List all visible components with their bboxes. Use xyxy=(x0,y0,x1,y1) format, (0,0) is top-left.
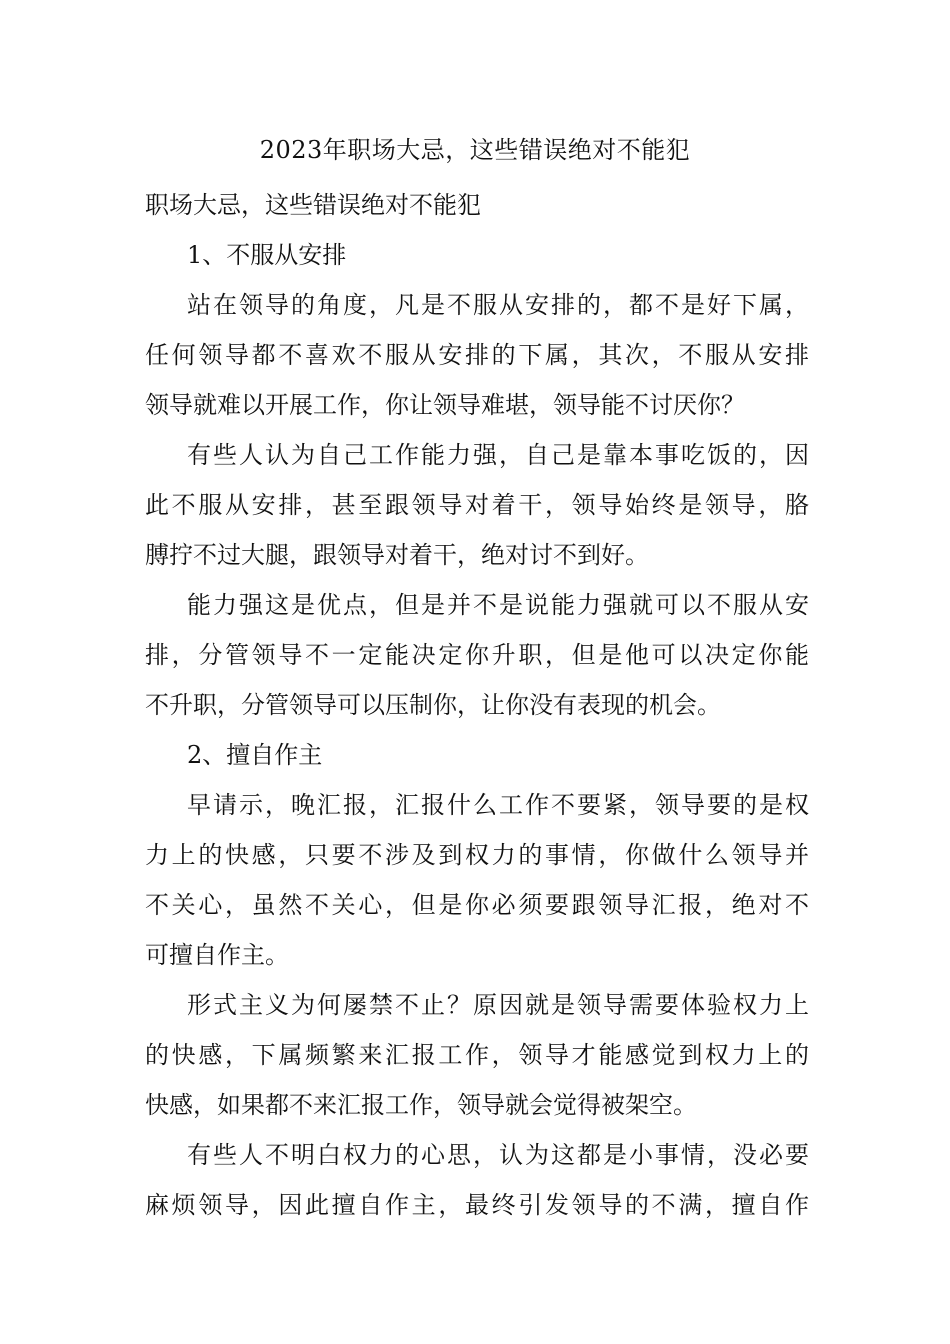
text-line: 快感，如果都不来汇报工作，领导就会觉得被架空。 xyxy=(145,1091,697,1119)
text-line: 不升职，分管领导可以压制你，让你没有表现的机会。 xyxy=(145,691,721,719)
text-line: 有些人认为自己工作能力强，自己是靠本事吃饭的，因 xyxy=(187,441,809,469)
section-heading-1: 1、不服从安排 xyxy=(187,241,347,269)
text-line: 不关心，虽然不关心，但是你必须要跟领导汇报，绝对不 xyxy=(145,891,809,919)
paragraph xyxy=(145,280,809,430)
document-title: 2023年职场大忌，这些错误绝对不能犯 xyxy=(259,136,691,164)
paragraph xyxy=(145,430,809,580)
paragraph xyxy=(145,580,809,730)
text-line: 站在领导的角度，凡是不服从安排的，都不是好下属， xyxy=(187,291,809,319)
text-line: 能力强这是优点，但是并不是说能力强就可以不服从安 xyxy=(187,591,809,619)
text-line: 任何领导都不喜欢不服从安排的下属，其次，不服从安排 xyxy=(145,341,809,369)
document-subtitle: 职场大忌，这些错误绝对不能犯 xyxy=(145,191,481,219)
text-line: 领导就难以开展工作，你让领导难堪，领导能不讨厌你？ xyxy=(145,391,745,419)
text-line: 此不服从安排，甚至跟领导对着干，领导始终是领导，胳 xyxy=(145,491,809,519)
text-line: 的快感，下属频繁来汇报工作，领导才能感觉到权力上的 xyxy=(145,1041,809,1069)
paragraph xyxy=(145,780,809,980)
text-line: 麻烦领导，因此擅自作主，最终引发领导的不满，擅自作 xyxy=(145,1191,809,1219)
text-line: 有些人不明白权力的心思，认为这都是小事情，没必要 xyxy=(187,1141,809,1169)
text-line: 可擅自作主。 xyxy=(145,941,289,969)
paragraph xyxy=(145,980,809,1130)
text-line: 力上的快感，只要不涉及到权力的事情，你做什么领导并 xyxy=(145,841,809,869)
text-line: 形式主义为何屡禁不止？原因就是领导需要体验权力上 xyxy=(187,991,809,1019)
text-line: 膊拧不过大腿，跟领导对着干，绝对讨不到好。 xyxy=(145,541,649,569)
paragraph xyxy=(145,1130,809,1230)
text-line: 早请示，晚汇报，汇报什么工作不要紧，领导要的是权 xyxy=(187,791,809,819)
document-body xyxy=(145,180,809,1230)
section-heading-2: 2、擅自作主 xyxy=(187,741,323,769)
text-line: 排，分管领导不一定能决定你升职，但是他可以决定你能 xyxy=(145,641,809,669)
